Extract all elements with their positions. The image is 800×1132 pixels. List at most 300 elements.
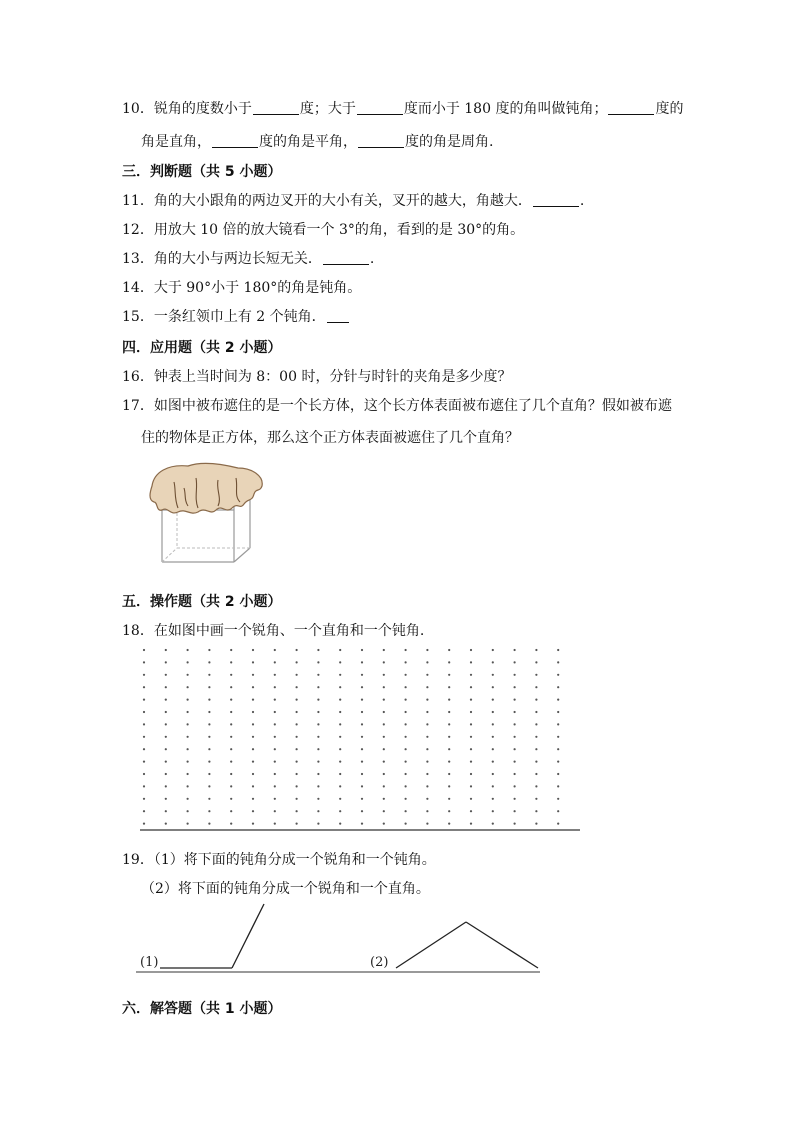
grid-dot [535, 748, 537, 750]
grid-dot [361, 823, 363, 825]
section-heading-3: 三．判断题（共 5 小题） [122, 164, 282, 180]
answer-blank[interactable] [533, 192, 579, 207]
grid-dot [426, 810, 428, 812]
grid-dot [252, 661, 254, 663]
q15 [122, 308, 350, 326]
grid-dot [405, 699, 407, 701]
grid-dot [252, 723, 254, 725]
q13 [122, 250, 374, 268]
grid-dot [514, 723, 516, 725]
grid-dot [405, 748, 407, 750]
q12 [122, 221, 524, 239]
grid-dot [165, 674, 167, 676]
grid-dot [405, 773, 407, 775]
grid-dot [361, 773, 363, 775]
angle-label-1: (1) [140, 955, 159, 970]
covered-box-illustration [144, 458, 272, 568]
grid-dot [361, 661, 363, 663]
grid-dot [383, 773, 385, 775]
q14-number: 14． [122, 280, 154, 296]
grid-dot [557, 823, 559, 825]
grid-dot [230, 785, 232, 787]
grid-dot [492, 723, 494, 725]
grid-dot [165, 773, 167, 775]
grid-dot [187, 785, 189, 787]
grid-dot [492, 699, 494, 701]
grid-dot [274, 810, 276, 812]
grid-dot [296, 798, 298, 800]
grid-dot [405, 649, 407, 651]
grid-dot [470, 699, 472, 701]
grid-dot [187, 748, 189, 750]
grid-dot [165, 761, 167, 763]
grid-dot [339, 748, 341, 750]
grid-dot [274, 761, 276, 763]
grid-dot [339, 761, 341, 763]
grid-dot [165, 723, 167, 725]
grid-dot [317, 674, 319, 676]
grid-dot [165, 711, 167, 713]
answer-blank[interactable] [212, 133, 258, 148]
grid-dot [296, 723, 298, 725]
grid-dot [514, 686, 516, 688]
grid-dot [492, 823, 494, 825]
grid-dot [405, 674, 407, 676]
q18-number: 18． [122, 623, 154, 639]
grid-dot [470, 773, 472, 775]
grid-dot [492, 773, 494, 775]
q10-text-7: 度的角是周角. [405, 134, 494, 150]
grid-dot [187, 810, 189, 812]
grid-dot [143, 810, 145, 812]
grid-dot [317, 661, 319, 663]
grid-dot [383, 649, 385, 651]
grid-dot [448, 723, 450, 725]
grid-dot [187, 711, 189, 713]
q10-text-5: 角是直角， [141, 134, 211, 150]
grid-dot [274, 823, 276, 825]
grid-dot [208, 823, 210, 825]
grid-dot [230, 661, 232, 663]
grid-dot [208, 798, 210, 800]
grid-dot [470, 748, 472, 750]
grid-dot [208, 711, 210, 713]
grid-dot [143, 785, 145, 787]
grid-dot [208, 785, 210, 787]
grid-dot [296, 810, 298, 812]
grid-dot [187, 773, 189, 775]
grid-dot [405, 761, 407, 763]
grid-dot [339, 649, 341, 651]
q13-end: . [369, 251, 375, 267]
grid-dot [448, 761, 450, 763]
grid-dot [274, 674, 276, 676]
grid-dot [143, 736, 145, 738]
grid-dot [187, 823, 189, 825]
grid-dot [230, 798, 232, 800]
grid-dot [252, 773, 254, 775]
q10-text-3: 度而小于 180 度的角叫做钝角； [403, 101, 608, 117]
grid-dot [143, 649, 145, 651]
grid-dot [339, 674, 341, 676]
angle-label-2: (2) [370, 955, 389, 970]
grid-dot [361, 810, 363, 812]
grid-dot [405, 661, 407, 663]
angle-2 [396, 922, 538, 968]
grid-dot [383, 661, 385, 663]
grid-dot [339, 736, 341, 738]
grid-dot [448, 823, 450, 825]
grid-dot [470, 723, 472, 725]
grid-dot [448, 711, 450, 713]
grid-dot [296, 699, 298, 701]
grid-dot [208, 699, 210, 701]
grid-dot [492, 736, 494, 738]
grid-dot [296, 711, 298, 713]
grid-dot [252, 649, 254, 651]
grid-dot [208, 748, 210, 750]
grid-dot [230, 649, 232, 651]
grid-dot [252, 699, 254, 701]
grid-dot [426, 736, 428, 738]
grid-dot [448, 785, 450, 787]
grid-dot [296, 674, 298, 676]
answer-blank[interactable] [323, 250, 369, 265]
grid-dot [470, 686, 472, 688]
answer-blank[interactable] [357, 100, 403, 115]
grid-dot [208, 649, 210, 651]
angle-1 [160, 904, 264, 968]
grid-dot [383, 699, 385, 701]
grid-dot [317, 686, 319, 688]
grid-dot [557, 711, 559, 713]
grid-dot [426, 686, 428, 688]
section-heading-4: 四．应用题（共 2 小题） [122, 340, 282, 356]
grid-dot [361, 649, 363, 651]
q12-number: 12． [122, 222, 154, 238]
q11-text: 角的大小跟角的两边叉开的大小有关，叉开的越大，角越大． [153, 193, 532, 209]
grid-dot [274, 736, 276, 738]
grid-dot [361, 699, 363, 701]
grid-dot [383, 785, 385, 787]
grid-dot [317, 748, 319, 750]
grid-dot [165, 649, 167, 651]
q10-text-2: 度；大于 [299, 101, 356, 117]
grid-dot [514, 761, 516, 763]
grid-dot [165, 699, 167, 701]
q16-text: 钟表上当时间为 8：00 时，分针与时针的夹角是多少度？ [153, 369, 512, 385]
q17-line1 [122, 397, 672, 415]
grid-dot [274, 748, 276, 750]
grid-dot [448, 674, 450, 676]
grid-dot [165, 661, 167, 663]
grid-dot [296, 773, 298, 775]
q10-line1 [122, 100, 683, 118]
grid-dot [252, 748, 254, 750]
grid-dot [492, 661, 494, 663]
grid-dot [383, 711, 385, 713]
section-heading-5: 五．操作题（共 2 小题） [122, 594, 282, 610]
grid-dot [383, 810, 385, 812]
grid-dot [296, 736, 298, 738]
grid-dot [557, 661, 559, 663]
grid-dot [492, 785, 494, 787]
grid-dot [252, 785, 254, 787]
grid-dot [535, 649, 537, 651]
grid-dot [252, 686, 254, 688]
grid-dot [339, 686, 341, 688]
grid-dot [426, 761, 428, 763]
grid-dot [317, 711, 319, 713]
q18 [122, 622, 424, 640]
q16-number: 16． [122, 369, 154, 385]
grid-dot [274, 798, 276, 800]
grid-dot [426, 823, 428, 825]
grid-dot [426, 674, 428, 676]
grid-dot [187, 699, 189, 701]
grid-dot [514, 649, 516, 651]
grid-dot [514, 823, 516, 825]
grid-dot [557, 736, 559, 738]
q17-line2: 住的物体是正方体，那么这个正方体表面被遮住了几个直角？ [141, 430, 519, 446]
grid-dot [208, 773, 210, 775]
grid-dot [514, 661, 516, 663]
dot-grid[interactable] [140, 646, 580, 832]
grid-dot [339, 785, 341, 787]
grid-dot [143, 723, 145, 725]
grid-dot [405, 723, 407, 725]
grid-dot [317, 649, 319, 651]
grid-dot [514, 798, 516, 800]
grid-dot [296, 748, 298, 750]
grid-dot [405, 736, 407, 738]
grid-dot [492, 649, 494, 651]
grid-dot [383, 674, 385, 676]
grid-dot [557, 761, 559, 763]
grid-dot [317, 823, 319, 825]
grid-dot [317, 736, 319, 738]
q10-number: 10． [122, 101, 154, 117]
q11-end: . [579, 193, 585, 209]
grid-dot [143, 674, 145, 676]
grid-dot [470, 674, 472, 676]
grid-dot [274, 686, 276, 688]
grid-dot [426, 723, 428, 725]
grid-dot [448, 798, 450, 800]
grid-dot [252, 810, 254, 812]
grid-dot [274, 711, 276, 713]
q13-number: 13． [122, 251, 154, 267]
grid-dot [230, 723, 232, 725]
grid-dot [448, 699, 450, 701]
grid-dot [187, 649, 189, 651]
q17-number: 17． [122, 398, 154, 414]
grid-dot [361, 785, 363, 787]
grid-dot [208, 761, 210, 763]
q18-text: 在如图中画一个锐角、一个直角和一个钝角. [153, 623, 425, 639]
grid-dot [252, 736, 254, 738]
grid-dot [557, 773, 559, 775]
grid-dot [165, 810, 167, 812]
grid-dot [165, 798, 167, 800]
q19-line2: （2）将下面的钝角分成一个锐角和一个直角。 [141, 881, 430, 897]
grid-dot [339, 711, 341, 713]
grid-dot [448, 773, 450, 775]
grid-dot [383, 761, 385, 763]
q11-number: 11． [122, 193, 154, 209]
answer-blank[interactable] [253, 100, 299, 115]
grid-dot [296, 761, 298, 763]
grid-dot [426, 785, 428, 787]
grid-dot [339, 810, 341, 812]
grid-dot [470, 661, 472, 663]
grid-dot [274, 699, 276, 701]
grid-dot [274, 649, 276, 651]
grid-dot [361, 736, 363, 738]
grid-dot [492, 810, 494, 812]
grid-dot [208, 661, 210, 663]
grid-dot [208, 674, 210, 676]
grid-dot [187, 686, 189, 688]
answer-blank[interactable] [358, 133, 404, 148]
grid-dot [361, 748, 363, 750]
grid-dot [208, 723, 210, 725]
grid-dot [514, 699, 516, 701]
grid-dot [296, 686, 298, 688]
grid-dot [492, 686, 494, 688]
grid-dot [557, 649, 559, 651]
grid-dot [165, 823, 167, 825]
grid-dot [143, 661, 145, 663]
grid-dot [252, 674, 254, 676]
grid-dot [557, 686, 559, 688]
grid-dot [535, 810, 537, 812]
grid-dot [535, 723, 537, 725]
q10-line2 [141, 133, 493, 151]
grid-dot [339, 798, 341, 800]
grid-dot [252, 711, 254, 713]
grid-dot [143, 761, 145, 763]
grid-dot [230, 711, 232, 713]
q15-text: 一条红领巾上有 2 个钝角． [153, 309, 326, 325]
grid-dot [383, 823, 385, 825]
q10-text-6: 度的角是平角， [259, 134, 357, 150]
grid-dot [208, 686, 210, 688]
q14 [122, 279, 361, 297]
grid-dot [448, 661, 450, 663]
grid-dot [339, 723, 341, 725]
grid-dot [361, 798, 363, 800]
grid-dot [514, 810, 516, 812]
grid-dot [492, 674, 494, 676]
grid-dot [470, 711, 472, 713]
grid-dot [426, 649, 428, 651]
grid-dot [448, 736, 450, 738]
q12-text: 用放大 10 倍的放大镜看一个 3°的角，看到的是 30°的角。 [153, 222, 525, 238]
grid-dot [187, 798, 189, 800]
grid-dot [405, 711, 407, 713]
grid-dot [361, 723, 363, 725]
grid-dot [426, 748, 428, 750]
grid-dot [339, 773, 341, 775]
grid-dot [230, 699, 232, 701]
grid-dot [470, 785, 472, 787]
grid-dot [252, 823, 254, 825]
grid-dot [426, 699, 428, 701]
grid-dot [514, 773, 516, 775]
grid-dot [274, 773, 276, 775]
grid-dot [274, 785, 276, 787]
grid-dot [448, 686, 450, 688]
grid-dot [426, 661, 428, 663]
grid-dot [143, 823, 145, 825]
q10-text-4: 度的 [655, 101, 684, 117]
grid-dot [448, 810, 450, 812]
grid-dot [187, 674, 189, 676]
q19-text-1: （1）将下面的钝角分成一个锐角和一个钝角。 [153, 852, 436, 868]
grid-dot [470, 798, 472, 800]
grid-dot [426, 773, 428, 775]
grid-dot [535, 736, 537, 738]
grid-dot [274, 723, 276, 725]
grid-dot [143, 773, 145, 775]
q16 [122, 368, 511, 386]
grid-dot [535, 798, 537, 800]
grid-dot [557, 748, 559, 750]
grid-dot [383, 798, 385, 800]
grid-dot [361, 711, 363, 713]
answer-blank[interactable] [608, 100, 654, 115]
q14-text: 大于 90°小于 180°的角是钝角。 [153, 280, 362, 296]
grid-dot [208, 810, 210, 812]
grid-dot [557, 674, 559, 676]
grid-dot [143, 798, 145, 800]
grid-dot [557, 810, 559, 812]
grid-dot [535, 699, 537, 701]
grid-dot [339, 823, 341, 825]
grid-dot [230, 686, 232, 688]
grid-dot [492, 711, 494, 713]
grid-dot [165, 686, 167, 688]
grid-dot [514, 736, 516, 738]
grid-dot [535, 711, 537, 713]
q19-number: 19． [122, 852, 154, 868]
grid-dot [557, 723, 559, 725]
grid-dot [405, 785, 407, 787]
grid-dot [339, 699, 341, 701]
grid-dot [535, 761, 537, 763]
grid-dot [165, 785, 167, 787]
grid-dot [514, 711, 516, 713]
grid-dot [208, 736, 210, 738]
grid-dot [383, 736, 385, 738]
grid-dot [492, 798, 494, 800]
grid-dot [557, 798, 559, 800]
answer-blank[interactable] [327, 308, 349, 323]
grid-dot [405, 810, 407, 812]
grid-dot [230, 773, 232, 775]
grid-dot [165, 748, 167, 750]
grid-dot [143, 711, 145, 713]
grid-dot [557, 699, 559, 701]
grid-dot [470, 761, 472, 763]
grid-dot [514, 748, 516, 750]
grid-dot [361, 761, 363, 763]
grid-dot [296, 661, 298, 663]
grid-dot [317, 773, 319, 775]
grid-dot [470, 810, 472, 812]
grid-dot [317, 798, 319, 800]
